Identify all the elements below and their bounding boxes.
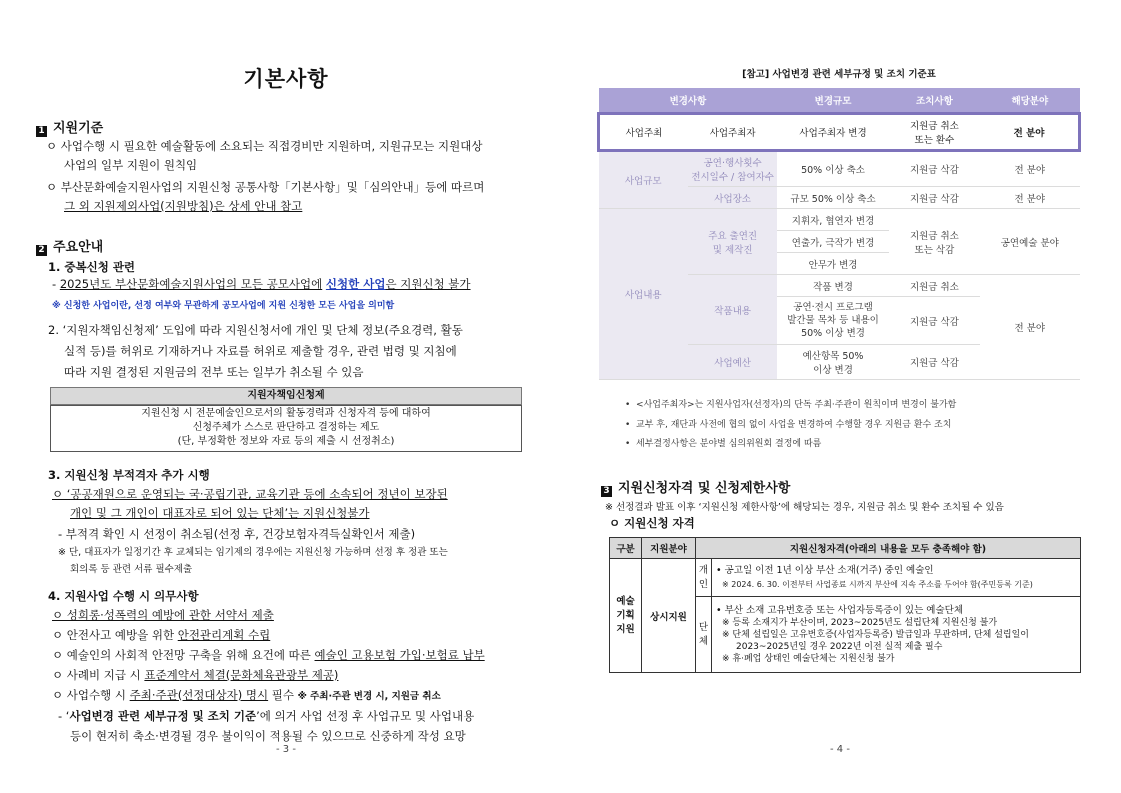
sub-2-line-3: 따라 지원 결정된 지원금의 전부 또는 일부가 취소될 수 있음 <box>64 365 364 379</box>
sub-3-line-2 <box>70 503 370 523</box>
group-line-2: ※ 등록 소재지가 부산이며, 2023~2025년도 설립단체 지원신청 불가 <box>722 617 998 628</box>
group-line-5: ※ 휴·폐업 상태인 예술단체는 지원신청 불가 <box>722 653 895 664</box>
cell <box>889 209 980 275</box>
policy-box-line-3: (단, 부정확한 정보와 자료 등의 제출 시 선정취소) <box>177 436 395 447</box>
cell-line: 예산항목 50% <box>802 351 864 362</box>
sub-1-note: ※ 신청한 사업이란, 선정 여부와 무관하게 공모사업에 지원 신청한 모든 사업을 의미함 <box>52 301 395 311</box>
table-note-3: • 세부결정사항은 분야별 심의위원회 결정에 따름 <box>625 439 822 449</box>
cell: 사업주최자 <box>688 114 777 151</box>
policy-box-line-2: 신청주체가 스스로 판단하고 결정하는 제도 <box>192 422 380 433</box>
sub-1-underlined: 2025년도 부산문화예술지원사업의 모든 공모사업에 <box>59 277 323 291</box>
section-2-title: 주요안내 <box>53 240 104 255</box>
sub-4-line-1-bold: 사업변경 관련 세부규정 및 조치 기준 <box>69 709 257 723</box>
sub-4-line-1-post: ’에 의거 사업 선정 후 사업규모 및 사업내용 <box>256 709 475 723</box>
group-line-3: ※ 단체 설립일은 고유번호증(사업자등록증) 발급일과 무관하며, 단체 설립일이 <box>722 629 1029 640</box>
sub-3-note-1: ※ 단, 대표자가 일정기간 후 교체되는 임기제의 경우에는 지원신청 가능하며 선정 후 정관 또는 <box>58 547 448 558</box>
cell: 연출가, 극작가 변경 <box>777 231 888 253</box>
sub-3-line-3: - 부적격 확인 시 선정이 취소됨(선정 후, 건강보험자격득실확인서 제출) <box>58 527 416 541</box>
cell-line: 지원금 취소 <box>909 230 959 242</box>
policy-box-line-1: 지원신청 시 전문예술인으로서의 활동경력과 신청자격 등에 대하여 <box>141 408 431 419</box>
cell-line: 및 제작진 <box>712 244 753 256</box>
cell: 지원금 취소 <box>889 275 980 297</box>
sub-4-bullet-1-text: ㅇ 성희롱·성폭력의 예방에 관한 서약서 제출 <box>52 608 274 622</box>
th-field: 해당분야 <box>980 88 1079 114</box>
sub-4-line-2: 등이 현저히 축소·변경될 경우 불이익이 적용될 수 있으므로 신중하게 작성 요망 <box>70 729 466 743</box>
th-eligibility: 지원신청자격(아래의 내용을 모두 충족해야 함) <box>696 538 1081 559</box>
section-2-heading <box>36 236 103 256</box>
table-note-2: • 교부 후, 재단과 사전에 협의 없이 사업을 변경하여 수행할 경우 지원금 환수 조치 <box>625 420 952 430</box>
cat-line: 지원 <box>616 623 635 635</box>
sub-4-bullet-1 <box>52 605 274 625</box>
cell: 사업주최 <box>599 114 688 151</box>
section-number-badge: 1 <box>36 126 47 137</box>
sec1-bullet-2b <box>64 196 302 216</box>
cell: 전 분야 <box>980 275 1079 380</box>
table-note-2-text: 교부 후, 재단과 사전에 협의 없이 사업을 변경하여 수행할 경우 지원금 환수 조치 <box>636 420 952 430</box>
cell: 사업규모 <box>599 151 688 209</box>
cell: 지원금 삭감 <box>889 345 980 380</box>
cat-cell <box>610 559 642 673</box>
label-char: 체 <box>698 635 709 647</box>
section-number-badge: 3 <box>601 486 612 497</box>
cell-line: 또는 환수 <box>914 135 955 146</box>
sub-3-note-2: 회의록 등 관련 서류 필수제출 <box>70 564 193 575</box>
sub-1-highlight: 신청한 사업 <box>325 277 386 291</box>
table-note-3-text: 세부결정사항은 분야별 심의위원회 결정에 따름 <box>636 439 822 449</box>
section-1-title: 지원기준 <box>53 121 104 136</box>
table-row <box>599 151 1080 187</box>
individual-line-2: ※ 2024. 6. 30. 이전부터 사업종료 시까지 부산에 지속 주소를 두어야 함(주민등록 기준) <box>722 580 1033 589</box>
cell-line: 50% 이상 변경 <box>801 328 865 339</box>
sub-4-bullet-2-u: 안전관리계획 수립 <box>177 628 271 642</box>
section-1-heading <box>36 117 103 137</box>
dash: - <box>52 277 60 291</box>
table-row <box>610 559 1081 597</box>
sub-3-line-1 <box>52 484 448 504</box>
cell: 전 분야 <box>980 151 1079 187</box>
individual-criteria <box>712 559 1081 597</box>
section-3-title: 지원신청자격 및 신청제한사항 <box>618 481 791 496</box>
field-cell: 상시지원 <box>642 559 696 673</box>
table-note-1-text: <사업주최자>는 지원사업자(선정자)의 단독 주최·주관이 원칙이며 변경이 불가함 <box>636 400 957 410</box>
cell: 작품 변경 <box>777 275 888 297</box>
cell: 사업예산 <box>688 345 777 380</box>
sub-1-post: 은 지원신청 불가 <box>385 277 471 291</box>
group-line-1: • 부산 소재 고유번호증 또는 사업자등록증이 있는 예술단체 <box>716 604 963 616</box>
sub-4-bullet-3 <box>52 645 485 665</box>
cell: 작품내용 <box>688 275 777 345</box>
cell-line: 주요 출연진 <box>708 230 758 242</box>
sub-4-bullet-5 <box>52 685 441 707</box>
cell: 지원금 삭감 <box>889 151 980 187</box>
table-header-row <box>610 538 1081 559</box>
label-char: 단 <box>698 621 709 633</box>
cell <box>777 297 888 345</box>
sub-4-bullet-3-u: 예술인 고용보험 가입·보험료 납부 <box>314 648 485 662</box>
sub-2-line-1: 2. ‘지원자책임신청제’ 도입에 따라 지원신청서에 개인 및 단체 정보(주요경력, 활동 <box>48 323 463 337</box>
cell: 전 분야 <box>980 187 1079 209</box>
cell-line: 지원금 취소 <box>909 121 959 132</box>
th-category: 구분 <box>610 538 642 559</box>
cell-line: 발간물 목차 등 내용이 <box>787 315 879 326</box>
change-criteria-table <box>597 88 1081 380</box>
sub-4-bullet-2 <box>52 625 270 645</box>
cell: 50% 이상 축소 <box>777 151 888 187</box>
cell: 지휘자, 협연자 변경 <box>777 209 888 231</box>
cell <box>777 345 888 380</box>
sub-4-bullet-5-pre: ㅇ 사업수행 시 <box>52 688 130 702</box>
page-4 <box>597 0 1087 793</box>
sub-2-line-2: 실적 등)를 허위로 기재하거나 자료를 허위로 제출할 경우, 관련 법령 및 지침에 <box>64 344 457 358</box>
page-number: - 4 - <box>830 744 850 755</box>
cell-line: 또는 삭감 <box>914 244 955 256</box>
cell: 안무가 변경 <box>777 253 888 275</box>
cell <box>688 209 777 275</box>
th-change: 변경사항 <box>599 88 778 114</box>
table-caption: [참고] 사업변경 관련 세부규정 및 조치 기준표 <box>742 69 936 80</box>
table-header-row <box>599 88 1080 114</box>
page-title: 기본사항 <box>243 67 329 91</box>
sub-4-bullet-4-u: 표준계약서 체결(문화체육관광부 제공) <box>144 668 339 682</box>
policy-box <box>50 405 522 452</box>
policy-box-title: 지원자책임신청제 <box>50 387 522 405</box>
sub-3-title: 3. 지원신청 부적격자 추가 시행 <box>48 468 210 482</box>
cell: 사업장소 <box>688 187 777 209</box>
sub-4-bullet-3-pre: ㅇ 예술인의 사회적 안전망 구축을 위해 요건에 따른 <box>52 648 315 662</box>
cell: 규모 50% 이상 축소 <box>777 187 888 209</box>
table-row-highlighted <box>599 114 1080 151</box>
sub-1-title: 1. 중복신청 관련 <box>48 260 136 274</box>
sub-3-line-1-text: ㅇ ‘공공재원으로 운영되는 국·공립기관, 교육기관 등에 소속되어 정년이 보장된 <box>52 487 448 501</box>
sub-4-bullet-5-post: 필수 <box>268 688 294 702</box>
page-number: - 3 - <box>276 744 296 755</box>
group-label <box>696 597 712 673</box>
group-line-4: 2023~2025년일 경우 2022년 이전 실적 제출 필수 <box>736 641 943 652</box>
sub-3-line-2-text: 개인 및 그 개인이 대표자로 되어 있는 단체’는 지원신청불가 <box>70 506 370 520</box>
group-criteria <box>712 597 1081 673</box>
cell: 사업주최자 변경 <box>777 114 888 151</box>
sec1-bullet-2a: ㅇ 부산문화예술지원사업의 지원신청 공통사항「기본사항」및「심의안내」등에 따르며 <box>46 180 485 194</box>
sec1-bullet-2b-text: 그 외 지원제외사업(지원방침)은 상세 안내 참고 <box>64 199 303 213</box>
cat-line: 기획 <box>616 609 635 621</box>
th-action: 조치사항 <box>889 88 980 114</box>
label-char: 개 <box>698 564 709 576</box>
cell-line: 공연·행사횟수 <box>703 158 762 169</box>
cell: 지원금 삭감 <box>889 297 980 345</box>
cell <box>889 114 980 151</box>
cell-line: 이상 변경 <box>813 365 853 376</box>
sub-4-bullet-4 <box>52 665 338 685</box>
sec1-bullet-1a: ㅇ 사업수행 시 필요한 예술활동에 소요되는 직접경비만 지원하며, 지원규모는 지원대상 <box>46 139 483 153</box>
cell: 공연예술 분야 <box>980 209 1079 275</box>
cell-line: 공연·전시 프로그램 <box>793 302 873 313</box>
table-row <box>599 209 1080 231</box>
sub-1-line <box>52 274 471 294</box>
individual-label <box>696 559 712 597</box>
individual-line-1: • 공고일 이전 1년 이상 부산 소재(거주) 중인 예술인 <box>716 565 934 576</box>
th-scale: 변경규모 <box>777 88 888 114</box>
table-note-1: • <사업주최자>는 지원사업자(선정자)의 단독 주최·주관이 원칙이며 변경이 불가함 <box>625 400 957 410</box>
section-3-sub: ㅇ 지원신청 자격 <box>609 516 695 530</box>
th-field: 지원분야 <box>642 538 696 559</box>
sec1-bullet-1b: 사업의 일부 지원이 원칙임 <box>64 158 198 172</box>
cell: 지원금 삭감 <box>889 187 980 209</box>
label-char: 인 <box>698 578 709 590</box>
section-3-heading <box>601 477 790 497</box>
sub-4-bullet-5-note: ※ 주최·주관 변경 시, 지원금 취소 <box>297 691 441 702</box>
sub-4-title: 4. 지원사업 수행 시 의무사항 <box>48 589 199 603</box>
section-3-note: ※ 선정결과 발표 이후 ‘지원신청 제한사항’에 해당되는 경우, 지원금 취소 및 환수 조치될 수 있음 <box>605 502 1004 513</box>
cell-line: 전시일수 / 참여자수 <box>691 172 774 183</box>
eligibility-table <box>609 537 1081 673</box>
sub-4-bullet-5-u: 주최·주관(선정대상자) 명시 <box>129 688 269 702</box>
sub-4-bullet-2-pre: ㅇ 안전사고 예방을 위한 <box>52 628 178 642</box>
page-3 <box>36 0 536 793</box>
sub-4-line-1 <box>58 706 474 726</box>
cell <box>688 151 777 187</box>
cell: 사업내용 <box>599 209 688 380</box>
section-number-badge: 2 <box>36 245 47 256</box>
sub-4-bullet-4-pre: ㅇ 사례비 지급 시 <box>52 668 145 682</box>
cat-line: 예술 <box>616 595 635 607</box>
sub-4-line-1-pre: - ‘ <box>58 709 70 723</box>
cell: 전 분야 <box>980 114 1079 151</box>
